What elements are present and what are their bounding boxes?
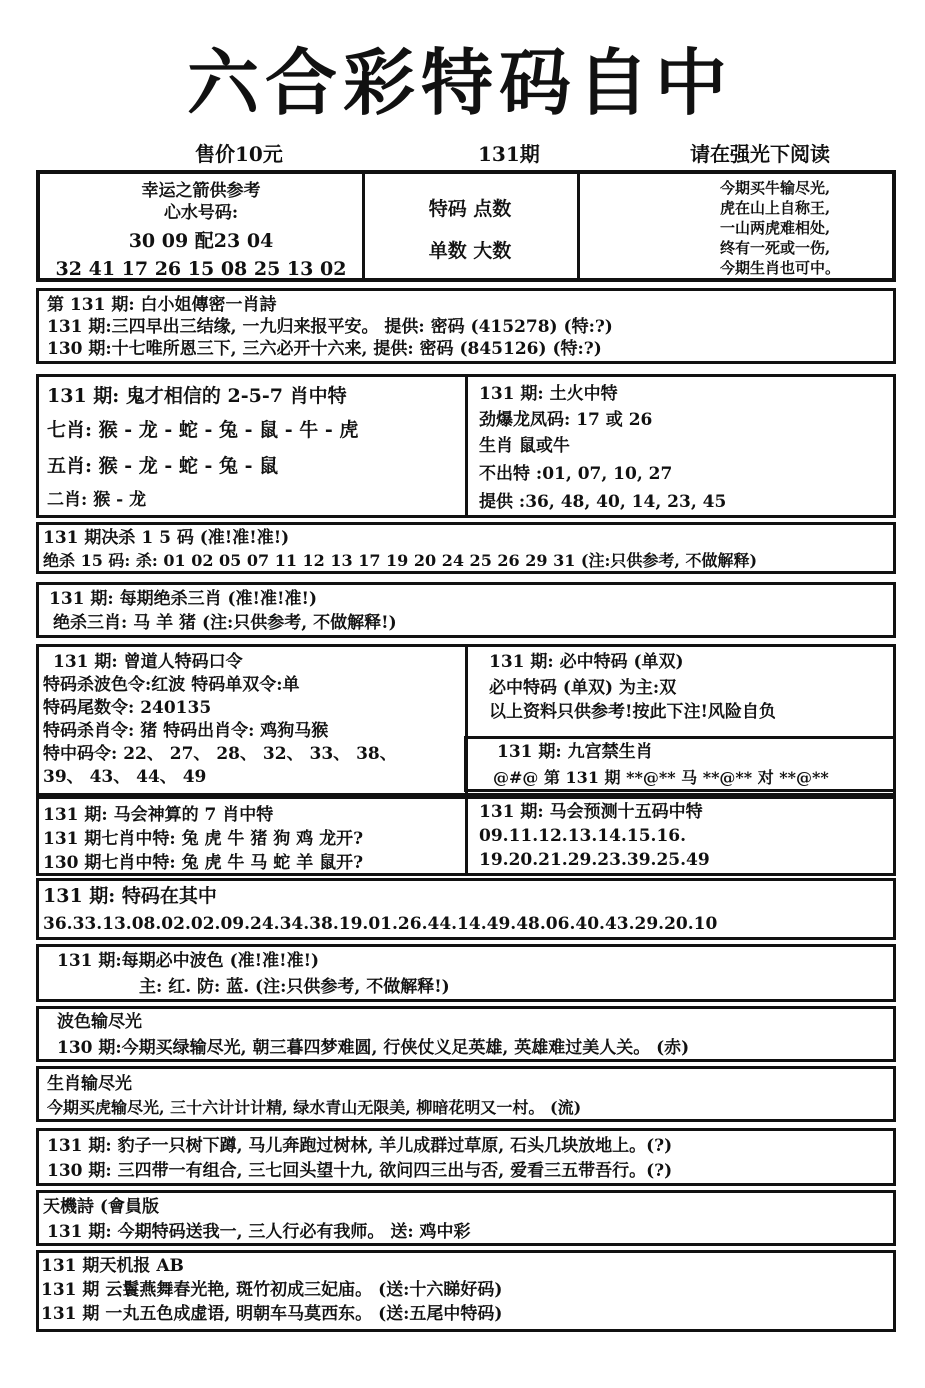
divider (362, 174, 365, 280)
section-line: 131 期 云鬟燕舞春光艳, 斑竹初成三妃庙。 (送:十六睇好码) (41, 1280, 503, 1300)
zodiac-seven: 七肖: 猴 - 龙 - 蛇 - 兔 - 鼠 - 牛 - 虎 (47, 419, 359, 441)
poem-line: 今期生肖也可中。 (720, 259, 841, 277)
section-heading: 天機詩 (會員版 (43, 1197, 159, 1217)
section-line: 特码尾数令: 240135 (43, 698, 212, 718)
poem-line: 虎在山上自称王, (720, 199, 831, 217)
zodiac-two: 二肖: 猴 - 龙 (47, 490, 147, 510)
section-heading: 131 期决杀 1 5 码 (准!准!准!) (43, 528, 290, 548)
lucky-title: 幸运之箭供参考 (141, 181, 261, 201)
section-heading: 131 期天机报 AB (41, 1256, 184, 1276)
section-line: 绝杀三肖: 马 羊 猪 (注:只供参考, 不做解释!) (53, 613, 397, 633)
section-heading: 131 期: 马会神算的 7 肖中特 (43, 805, 274, 825)
section-riddles (36, 1128, 896, 1186)
section-nine-palace (464, 736, 896, 792)
section-wave-lose (36, 1006, 896, 1062)
section-line: 生肖 鼠或牛 (479, 436, 570, 456)
lucky-sub: 心水号码: (163, 203, 239, 223)
price-label: 售价10元 (195, 142, 283, 166)
section-heading: 第 131 期: 白小姐傳密一肖詩 (47, 295, 277, 315)
divider (465, 377, 468, 515)
section-line: 39、 43、 44、 49 (43, 767, 207, 787)
section-line: 不出特 :01, 07, 10, 27 (479, 464, 673, 484)
section-line: 特中码令: 22、 27、 28、 32、 33、 38、 (43, 744, 397, 764)
section-line: @#@ 第 131 期 **@** 马 **@** 对 **@** (493, 768, 829, 787)
section-heading: 131 期:每期必中波色 (准!准!准!) (57, 951, 320, 971)
section-line: 主: 红. 防: 蓝. (注:只供参考, 不做解释!) (139, 977, 450, 997)
zodiac-five: 五肖: 猴 - 龙 - 蛇 - 兔 - 鼠 (47, 455, 279, 477)
special-code-label: 特码 点数 (428, 198, 512, 220)
lucky-numbers: 32 41 17 26 15 08 25 13 02 (55, 258, 347, 280)
section-heading: 131 期: 每期绝杀三肖 (准!准!准!) (49, 589, 317, 609)
section-line: 19.20.21.29.23.39.25.49 (479, 850, 710, 870)
odd-big-label: 单数 大数 (428, 240, 512, 262)
section-in-it (36, 878, 896, 940)
divider (577, 174, 580, 280)
section-heading: 131 期: 曾道人特码口令 (53, 652, 243, 672)
section-heading: 波色输尽光 (57, 1012, 142, 1032)
section-line: 131 期: 今期特码送我一, 三人行必有我师。 送: 鸡中彩 (47, 1222, 471, 1242)
section-heading: 131 期: 特码在其中 (43, 885, 217, 907)
section-heading: 131 期: 土火中特 (479, 384, 618, 404)
poem-line: 今期买牛输尽光, (720, 179, 831, 197)
section-line: 36.33.13.08.02.02.09.24.34.38.19.01.26.44.14.49.48.06.40.43.29.20.10 (43, 914, 718, 934)
section-257 (36, 374, 896, 518)
section-heading: 131 期: 鬼才相信的 2-5-7 肖中特 (47, 385, 347, 407)
section-line: 130 期七肖中特: 兔 虎 牛 马 蛇 羊 鼠开? (43, 853, 364, 873)
section-line: 130 期: 三四带一有组合, 三七回头望十九, 欲问四三出与否, 爱看三五带吾行。(?) (47, 1161, 673, 1181)
section-heading: 131 期: 九宫禁生肖 (497, 742, 653, 762)
poem-line: 终有一死或一伤, (720, 239, 831, 257)
section-seven-zodiac (36, 796, 896, 876)
section-line: 提供 :36, 48, 40, 14, 23, 45 (479, 492, 727, 512)
section-heading: 生肖输尽光 (47, 1074, 132, 1094)
section-kill-15 (36, 522, 896, 574)
section-line: 特码杀肖令: 猪 特码出肖令: 鸡狗马猴 (43, 721, 329, 741)
section-heaven-ab (36, 1250, 896, 1332)
poem-line: 一山两虎难相处, (720, 219, 831, 237)
section-heading: 131 期: 马会预测十五码中特 (479, 802, 703, 822)
section-line: 绝杀 15 码: 杀: 01 02 05 07 11 12 13 17 19 20 24 25 26 29 31 (注:只供参考, 不做解释) (43, 551, 758, 570)
section-wave-color (36, 944, 896, 1002)
section-line: 今期买虎输尽光, 三十六计计计精, 绿水青山无限美, 柳暗花明又一村。 (流) (47, 1098, 582, 1117)
divider (465, 799, 468, 873)
section-line: 特码杀波色令:红波 特码单双令:单 (43, 675, 300, 695)
section-heading: 131 期: 必中特码 (单双) (489, 652, 684, 672)
section-line: 131 期:三四早出三结缘, 一九归来报平安。 提供: 密码 (415278) (特:?) (47, 317, 613, 337)
section-heaven-poem (36, 1190, 896, 1246)
section-line: 必中特码 (单双) 为主:双 (489, 678, 677, 698)
section-line: 131 期 一丸五色成虚语, 明朝车马莫西东。 (送:五尾中特码) (41, 1304, 503, 1324)
top-box (36, 170, 896, 282)
section-line: 以上资料只供参考!按此下注!风险自负 (489, 702, 776, 722)
section-line: 130 期:今期买绿输尽光, 朝三暮四梦难圆, 行侠仗义足英雄, 英雄难过美人关。 (赤) (57, 1038, 690, 1058)
section-line: 劲爆龙凤码: 17 或 26 (479, 410, 653, 430)
section-kill-3 (36, 582, 896, 638)
issue-label: 131期 (478, 142, 540, 166)
section-line: 131 期: 豹子一只树下蹲, 马儿奔跑过树林, 羊儿成群过草原, 石头几块放地上。(?) (47, 1136, 673, 1156)
section-line: 131 期七肖中特: 兔 虎 牛 猪 狗 鸡 龙开? (43, 829, 364, 849)
lucky-pair: 30 09 配23 04 (128, 230, 274, 252)
section-line: 09.11.12.13.14.15.16. (479, 826, 687, 846)
reading-tip: 请在强光下阅读 (690, 142, 830, 166)
page-title: 六合彩特码自中 (186, 40, 733, 125)
section-white-lady (36, 288, 896, 364)
section-line: 130 期:十七唯所恩三下, 三六必开十六来, 提供: 密码 (845126) (特:?) (47, 339, 602, 359)
section-zodiac-lose (36, 1066, 896, 1122)
